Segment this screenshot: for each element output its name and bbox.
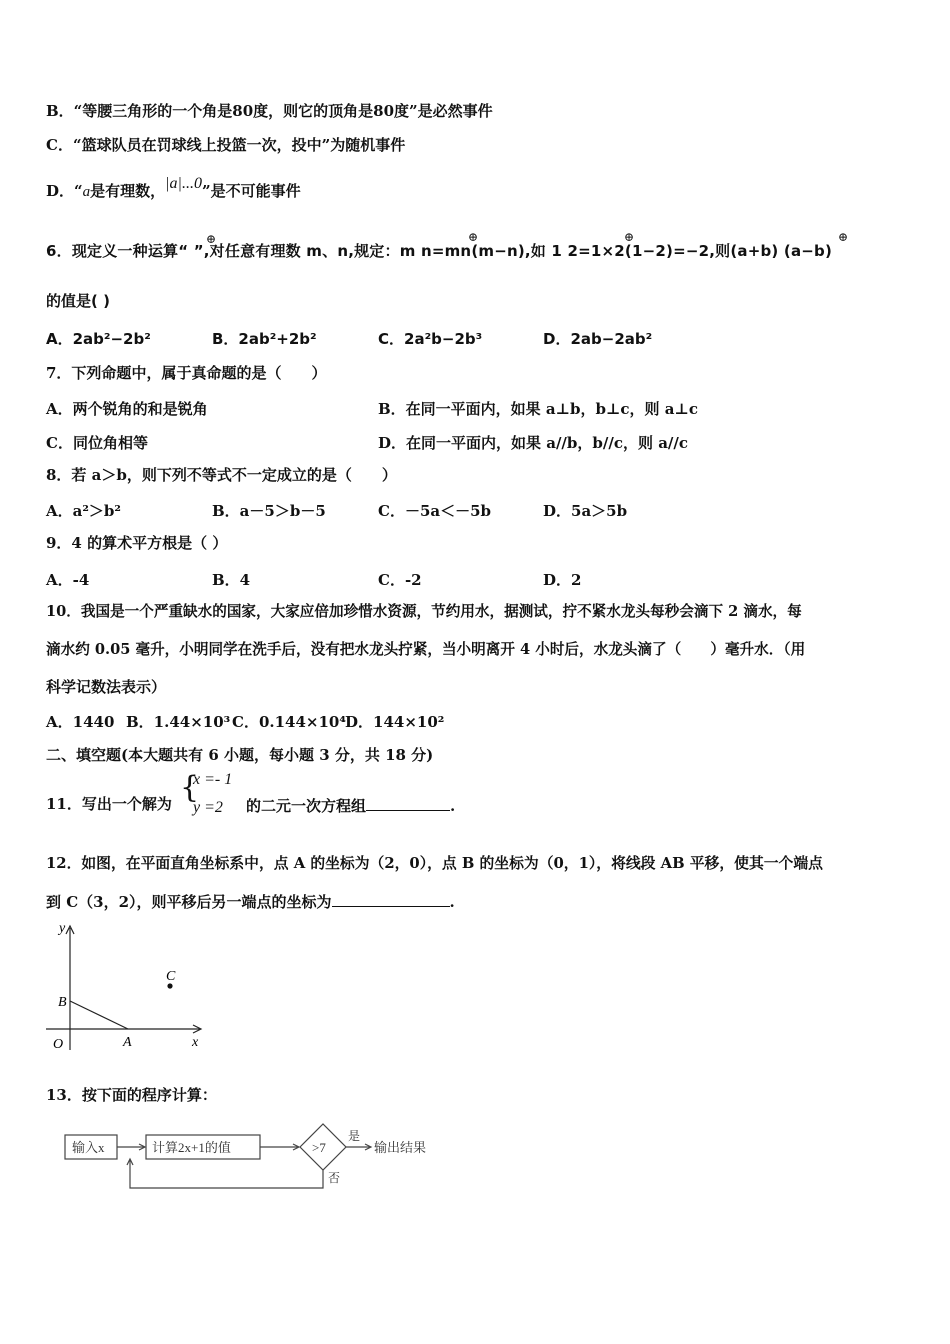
q6-option-d: D．2ab−2ab² (543, 330, 653, 348)
no-label: 否 (328, 1171, 341, 1185)
q5-d-suffix: ”是不可能事件 (201, 182, 301, 200)
q9-stem: 9．4 的算术平方根是（ ） (46, 534, 228, 552)
q7-stem: 7．下列命题中，属于真命题的是（ ） (46, 364, 327, 382)
q5-d-mid: 是有理数， (90, 182, 166, 200)
q6-stem: 6．现定义一种运算“ ”,对任意有理数 m、n,规定：m n=mn(m−n),如 1 2=1×2(1−2)=−2,则(a+b) (a−b) (46, 242, 833, 260)
q11-eq1: x =- 1 (193, 771, 233, 788)
q10-option-d: D．144×10² (345, 713, 445, 731)
q5-d-var: a (82, 184, 91, 200)
q5-option-c: C．“篮球队员在罚球线上投篮一次，投中”为随机事件 (46, 136, 406, 154)
origin-label: O (53, 1037, 64, 1052)
q13-flowchart (60, 1120, 460, 1196)
q11-prefix: 11．写出一个解为 (46, 795, 172, 813)
segment-ab (70, 1001, 128, 1029)
x-label: x (192, 1035, 199, 1050)
q10-line1: 10．我国是一个严重缺水的国家，大家应倍加珍惜水资源，节约用水，据测试，拧不紧水龙头每秒会滴下 2 滴水，每 (46, 603, 802, 620)
point-a-label: A (123, 1035, 132, 1050)
point-c-label: C (166, 969, 176, 984)
y-label: y (59, 921, 66, 936)
q12-coordinate-graph (40, 918, 220, 1058)
q6-option-b: B．2ab²+2b² (212, 330, 317, 348)
q6-option-a: A．2ab²−2b² (46, 330, 151, 348)
q9-option-b: B．4 (212, 571, 251, 589)
q5-option-b: B．“等腰三角形的一个角是80度，则它的顶角是80度”是必然事件 (46, 102, 493, 120)
q6-option-c: C．2a²b−2b³ (378, 330, 483, 348)
q6-operator-symbol-1: ⊕ (206, 232, 217, 246)
q8-stem: 8．若 a＞b，则下列不等式不一定成立的是（ ） (46, 466, 397, 484)
q7-option-c: C．同位角相等 (46, 434, 148, 452)
output-label: 输出结果 (374, 1140, 427, 1155)
q10-line3: 科学记数法表示） (46, 678, 167, 696)
q11-end: . (450, 797, 456, 815)
q11-brace: { (180, 770, 200, 805)
q12-line1: 12．如图，在平面直角坐标系中，点 A 的坐标为（2，0），点 B 的坐标为（0，1），将线段 AB 平移，使其一个端点 (46, 855, 823, 872)
q5-d-prefix: D．“ (46, 182, 83, 200)
q11-suffix-text: 的二元一次方程组 (246, 797, 367, 815)
compute-label: 计算2x+1的值 (152, 1140, 231, 1155)
point-b-label: B (58, 995, 67, 1010)
q5-option-d (46, 175, 301, 201)
condition-label: >7 (312, 1140, 326, 1155)
q12-line2 (46, 892, 455, 911)
q8-option-c: C．－5a＜－5b (378, 502, 492, 520)
q7-option-d: D．在同一平面内，如果 a//b，b//c，则 a//c (378, 434, 689, 452)
q12-end: . (449, 893, 455, 911)
q6-operator-symbol-4: ⊕ (838, 230, 849, 244)
section-2-heading: 二、填空题(本大题共有 6 小题，每小题 3 分，共 18 分) (46, 746, 434, 764)
q7-option-b: B．在同一平面内，如果 a⊥b，b⊥c，则 a⊥c (378, 400, 699, 418)
q8-option-a: A．a²＞b² (46, 502, 121, 520)
q13-stem: 13．按下面的程序计算： (46, 1086, 217, 1104)
q12-answer-blank[interactable] (332, 892, 450, 907)
q10-line2: 滴水约 0.05 毫升，小明同学在洗手后，没有把水龙头拧紧，当小明离开 4 小时后，水龙头滴了（ ）毫升水．（用 (46, 641, 806, 658)
q8-option-b: B．a－5＞b－5 (212, 502, 326, 520)
q11-answer-blank[interactable] (366, 796, 450, 811)
yes-label: 是 (348, 1129, 361, 1143)
q10-option-c: C．0.144×10⁴ (232, 713, 346, 731)
point-c (167, 983, 172, 988)
q10-option-b: B．1.44×10³ (126, 713, 231, 731)
q9-option-d: D．2 (543, 571, 582, 589)
q6-operator-symbol-3: ⊕ (624, 230, 635, 244)
q9-option-a: A．-4 (46, 571, 90, 589)
loop-back-line (130, 1160, 323, 1188)
q10-option-a: A．1440 (46, 713, 115, 731)
input-label: 输入x (72, 1140, 105, 1155)
q11-suffix (246, 795, 455, 816)
q8-option-d: D．5a＞5b (543, 502, 628, 520)
q6-operator-symbol-2: ⊕ (468, 230, 479, 244)
q7-option-a: A．两个锐角的和是锐角 (46, 400, 208, 418)
q12-line2-text: 到 C（3，2），则平移后另一端点的坐标为 (46, 893, 332, 911)
q5-d-expr: |a|...0 (165, 175, 202, 192)
q6-stem-line2: 的值是( ) (46, 292, 110, 310)
q11-eq2: y =2 (193, 799, 223, 816)
q9-option-c: C．-2 (378, 571, 422, 589)
